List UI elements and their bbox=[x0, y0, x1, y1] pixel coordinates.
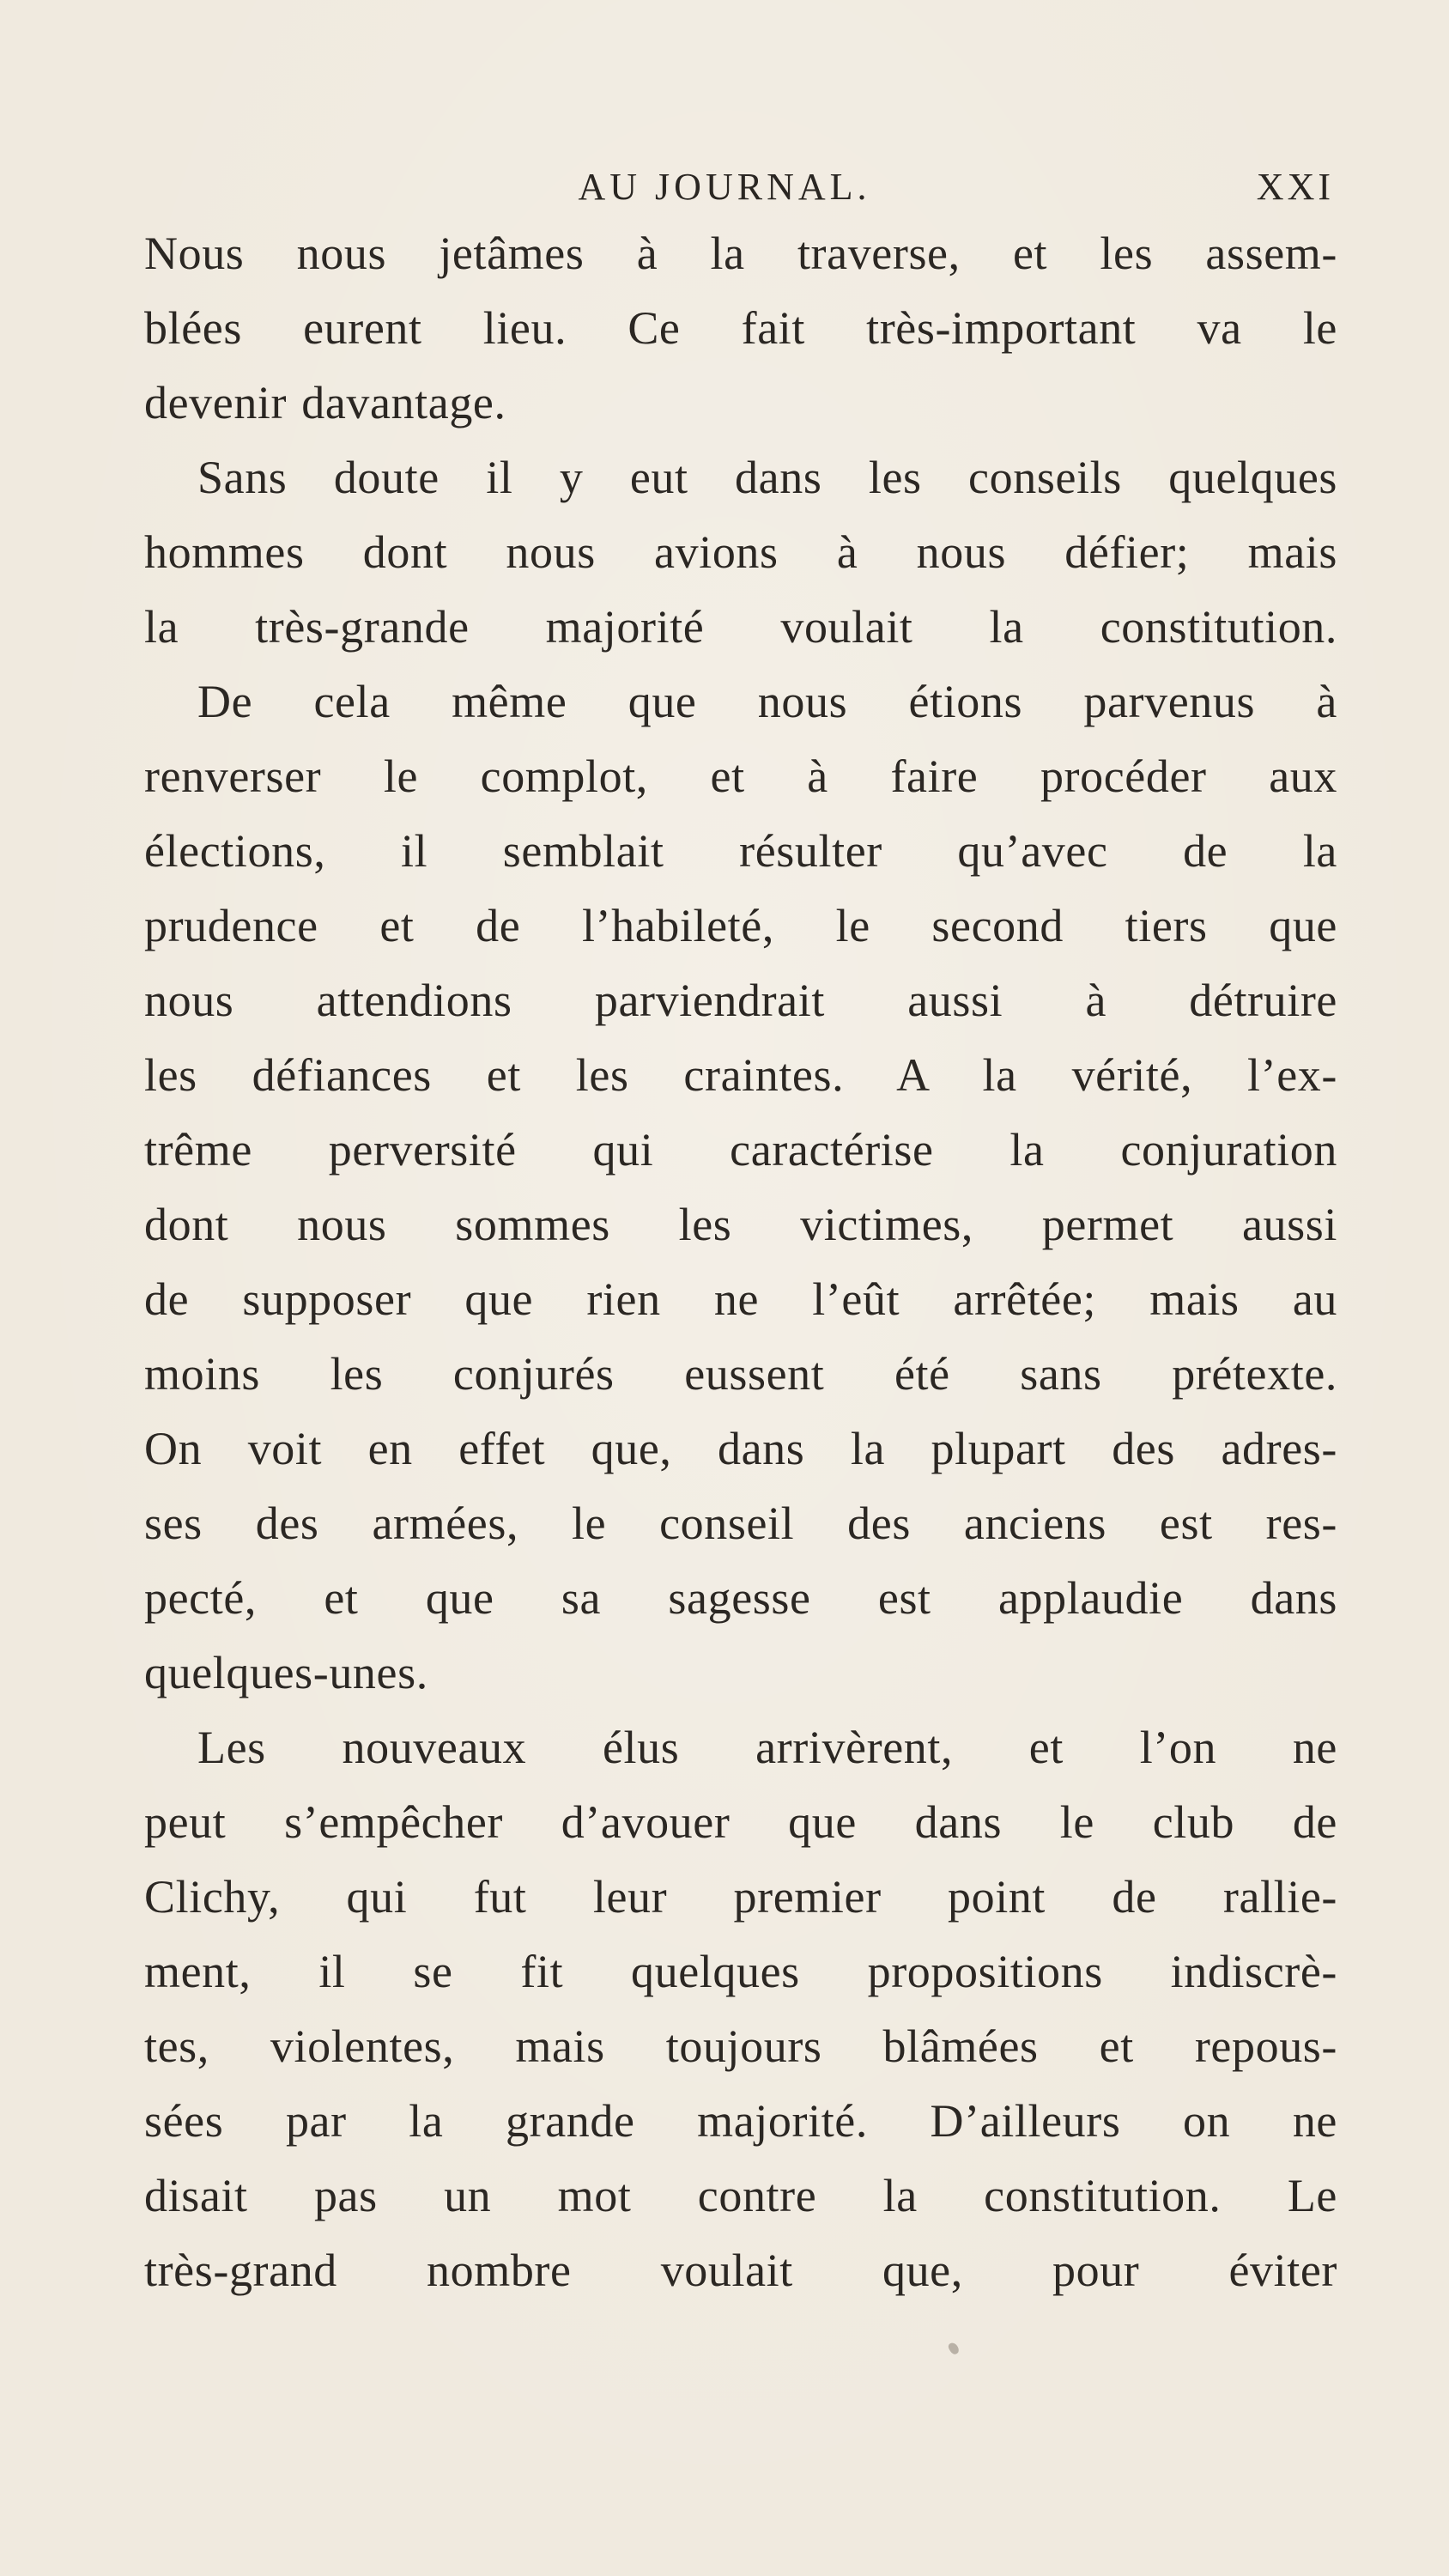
text-line: Sans doute il y eut dans les conseils quelques bbox=[197, 452, 1337, 503]
ink-smudge bbox=[947, 2341, 961, 2355]
text-line: sées par la grande majorité. D’ailleurs on ne bbox=[144, 2095, 1337, 2147]
text-line: Les nouveaux élus arrivèrent, et l’on ne bbox=[197, 1722, 1337, 1773]
text-line: pecté, et que sa sagesse est applaudie dans bbox=[144, 1572, 1337, 1624]
text-line: devenir davantage. bbox=[144, 377, 506, 428]
running-title: AU JOURNAL. bbox=[578, 166, 871, 208]
text-line: Clichy, qui fut leur premier point de rallie- bbox=[144, 1871, 1337, 1923]
text-line: la très-grande majorité voulait la constitution. bbox=[144, 601, 1337, 653]
text-line: élections, il semblait résulter qu’avec de la bbox=[144, 825, 1337, 877]
text-line: ment, il se fit quelques propositions indiscrè- bbox=[144, 1946, 1337, 1997]
text-line: peut s’empêcher d’avouer que dans le club de bbox=[144, 1796, 1337, 1848]
text-line: De cela même que nous étions parvenus à bbox=[197, 676, 1337, 727]
text-line: de supposer que rien ne l’eût arrêtée; mais au bbox=[144, 1273, 1337, 1325]
text-line: très-grand nombre voulait que, pour éviter bbox=[144, 2245, 1337, 2296]
body-text bbox=[144, 216, 1337, 2308]
text-line: les défiances et les craintes. A la vérité, l’ex- bbox=[144, 1049, 1337, 1101]
text-line: hommes dont nous avions à nous défier; mais bbox=[144, 526, 1337, 578]
running-head bbox=[0, 161, 1449, 213]
text-line: tes, violentes, mais toujours blâmées et repous- bbox=[144, 2020, 1337, 2072]
text-line: On voit en effet que, dans la plupart des adres- bbox=[144, 1423, 1337, 1474]
page-number: XXI bbox=[1256, 166, 1334, 208]
text-line: trême perversité qui caractérise la conjuration bbox=[144, 1124, 1337, 1176]
text-line: prudence et de l’habileté, le second tiers que bbox=[144, 900, 1337, 951]
text-line: disait pas un mot contre la constitution. Le bbox=[144, 2170, 1337, 2221]
text-line: renverser le complot, et à faire procéder aux bbox=[144, 750, 1337, 802]
text-line: nous attendions parviendrait aussi à détruire bbox=[144, 975, 1337, 1026]
text-line: moins les conjurés eussent été sans prétexte. bbox=[144, 1348, 1337, 1400]
text-line: ses des armées, le conseil des anciens est res- bbox=[144, 1498, 1337, 1549]
text-line: Nous nous jetâmes à la traverse, et les assem- bbox=[144, 228, 1337, 279]
text-line: dont nous sommes les victimes, permet aussi bbox=[144, 1199, 1337, 1250]
text-line: blées eurent lieu. Ce fait très-important va le bbox=[144, 302, 1337, 354]
text-line: quelques-unes. bbox=[144, 1647, 428, 1698]
